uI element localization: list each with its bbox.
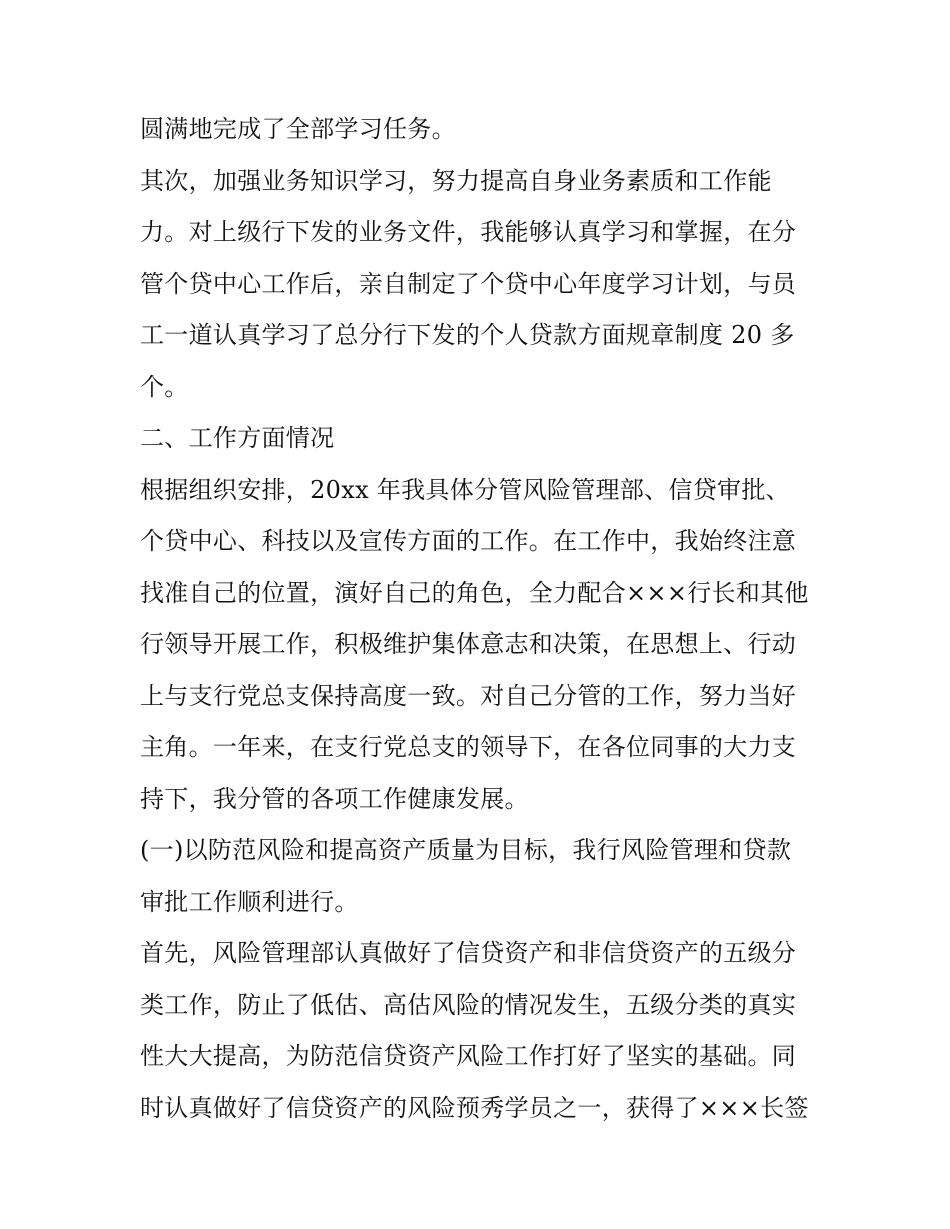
text-line: 类工作，防止了低估、高估风险的情况发生，五级分类的真实 — [140, 990, 797, 1019]
text-line: 管个贷中心工作后，亲自制定了个贷中心年度学习计划，与员 — [140, 269, 797, 298]
text-line: 找准自己的位置，演好自己的角色，全力配合×××行长和其他 — [140, 578, 809, 607]
text-line: 根据组织安排，20xx 年我具体分管风险管理部、信贷审批、 — [140, 475, 790, 504]
text-line: 行领导开展工作，积极维护集体意志和决策，在思想上、行动 — [140, 630, 797, 658]
document-body — [140, 104, 820, 1134]
text-line: 性大大提高，为防范信贷资产风险工作打好了坚实的基础。同 — [140, 1042, 797, 1070]
text-line: 工一道认真学习了总分行下发的个人贷款方面规章制度 20 多 — [140, 321, 795, 349]
text-line: 上与支行党总支保持高度一致。对自己分管的工作，努力当好 — [140, 681, 797, 710]
section-heading: 二、工作方面情况 — [140, 424, 335, 452]
text-line: 力。对上级行下发的业务文件，我能够认真学习和掌握，在分 — [140, 218, 797, 246]
text-line: 审批工作顺利进行。 — [140, 887, 359, 916]
text-line: 其次，加强业务知识学习，努力提高自身业务素质和工作能 — [140, 166, 772, 195]
text-line: 个。 — [140, 372, 189, 401]
text-line: 个贷中心、科技以及宣传方面的工作。在工作中，我始终注意 — [140, 527, 797, 555]
text-line: 首先，风险管理部认真做好了信贷资产和非信贷资产的五级分 — [140, 939, 797, 967]
subsection-heading: (一)以防范风险和提高资产质量为目标，我行风险管理和贷款 — [140, 836, 792, 864]
text-line: 圆满地完成了全部学习任务。 — [140, 115, 456, 143]
text-line: 时认真做好了信贷资产的风险预秀学员之一，获得了×××长签 — [140, 1093, 809, 1122]
text-line: 主角。一年来，在支行党总支的领导下，在各位同事的大力支 — [140, 733, 797, 761]
text-line: 持下，我分管的各项工作健康发展。 — [140, 784, 529, 813]
